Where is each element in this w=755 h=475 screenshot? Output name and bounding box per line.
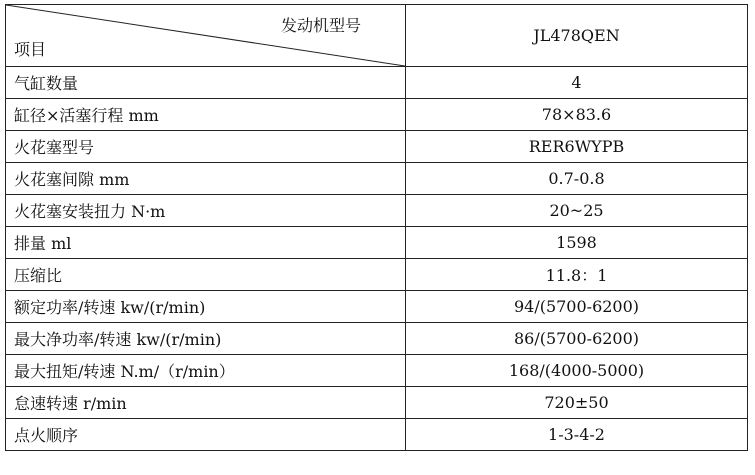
item-label: 压缩比 (6, 259, 406, 291)
diagonal-header-cell (6, 5, 406, 67)
table-row (6, 163, 748, 195)
item-value: 78×83.6 (406, 99, 748, 131)
item-label: 最大扭矩/转速 N.m/（r/min） (6, 355, 406, 387)
table-row (6, 259, 748, 291)
table-row (6, 99, 748, 131)
item-value: 168/(4000-5000) (406, 355, 748, 387)
item-label: 火花塞型号 (6, 131, 406, 163)
engine-model-header-label: 发动机型号 (280, 16, 361, 35)
header-row (6, 5, 748, 67)
item-label: 额定功率/转速 kw/(r/min) (6, 291, 406, 323)
item-value: 4 (406, 67, 748, 99)
table-row (6, 291, 748, 323)
table-row (6, 419, 748, 451)
item-value: 1-3-4-2 (406, 419, 748, 451)
item-label: 火花塞安装扭力 N·m (6, 195, 406, 227)
table-row (6, 355, 748, 387)
engine-spec-table (5, 4, 748, 451)
item-label: 最大净功率/转速 kw/(r/min) (6, 323, 406, 355)
item-value: 0.7-0.8 (406, 163, 748, 195)
item-label: 火花塞间隙 mm (6, 163, 406, 195)
table-row (6, 323, 748, 355)
item-value: 86/(5700-6200) (406, 323, 748, 355)
item-header-label: 项目 (14, 40, 47, 59)
item-label: 点火顺序 (6, 419, 406, 451)
table-row (6, 195, 748, 227)
item-label: 怠速转速 r/min (6, 387, 406, 419)
table-row (6, 387, 748, 419)
table-row (6, 227, 748, 259)
item-value: 11.8：1 (406, 259, 748, 291)
item-value: 720±50 (406, 387, 748, 419)
item-label: 缸径×活塞行程 mm (6, 99, 406, 131)
table-row (6, 131, 748, 163)
item-label: 气缸数量 (6, 67, 406, 99)
table-row (6, 67, 748, 99)
item-value: 1598 (406, 227, 748, 259)
engine-model-value: JL478QEN (406, 5, 748, 67)
item-value: 20~25 (406, 195, 748, 227)
item-value: RER6WYPB (406, 131, 748, 163)
item-label: 排量 ml (6, 227, 406, 259)
item-value: 94/(5700-6200) (406, 291, 748, 323)
